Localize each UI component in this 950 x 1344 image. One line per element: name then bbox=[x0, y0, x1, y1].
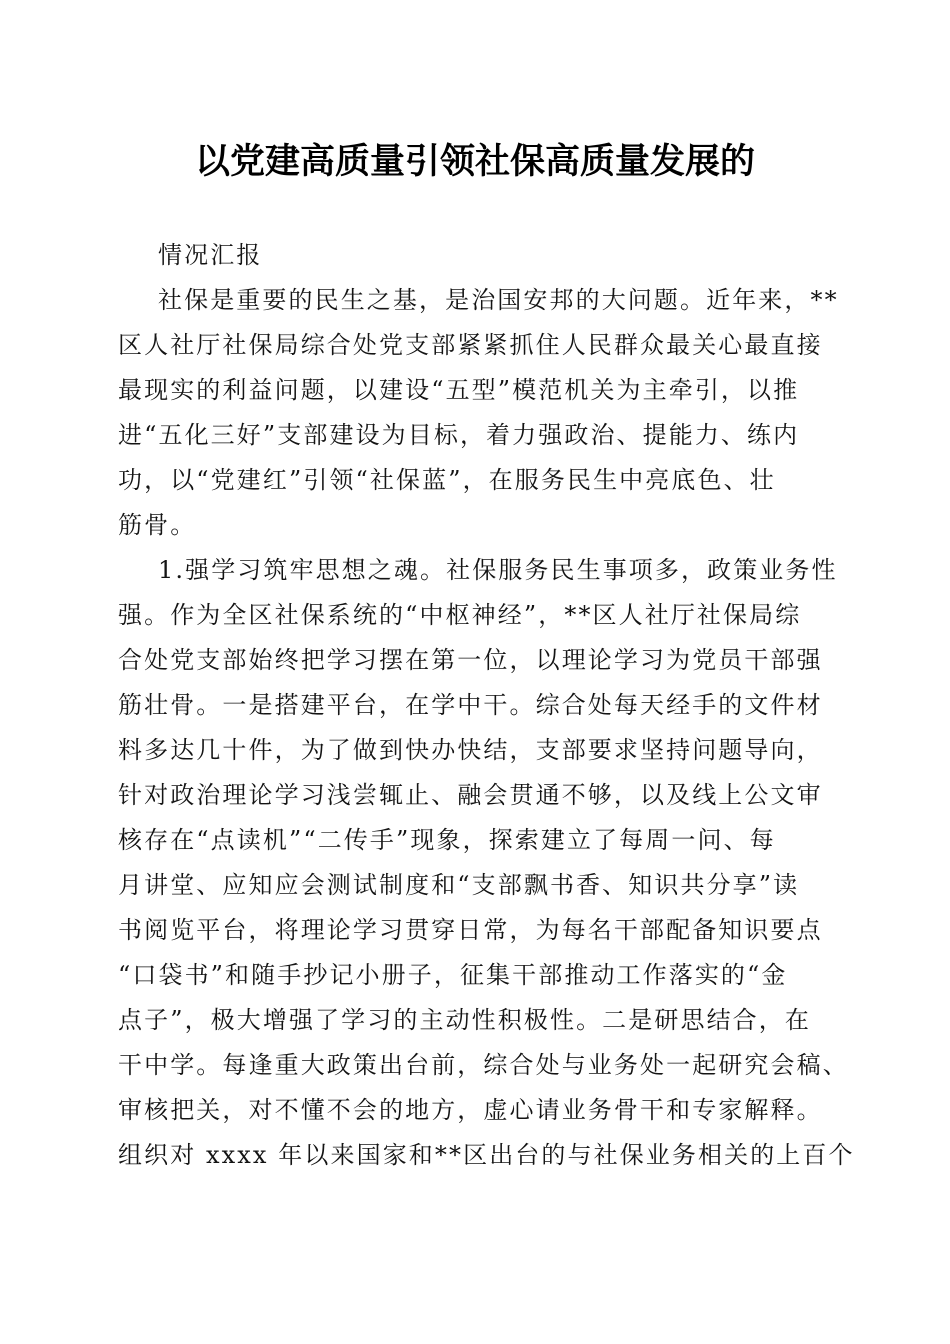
text-line: 组织对 xxxx 年以来国家和**区出台的与社保业务相关的上百个 bbox=[118, 1141, 855, 1169]
text-line: 干中学。每逢重大政策出台前，综合处与业务处一起研究会稿、 bbox=[118, 1051, 849, 1079]
text-line: “口袋书”和随手抄记小册子，征集干部推动工作落实的“金 bbox=[118, 961, 788, 989]
text-line: 点子”，极大增强了学习的主动性积极性。二是研思结合，在 bbox=[118, 1006, 811, 1034]
text-line: 合处党支部始终把学习摆在第一位，以理论学习为党员干部强 bbox=[118, 646, 823, 674]
text-line: 核存在“点读机”“二传手”现象，探索建立了每周一问、每 bbox=[118, 826, 776, 854]
text-line: 筋骨。 bbox=[118, 511, 197, 539]
text-line: 针对政治理论学习浅尝辄止、融会贯通不够，以及线上公文审 bbox=[118, 781, 823, 809]
document-body bbox=[118, 233, 855, 1178]
text-line: 区人社厅社保局综合处党支部紧紧抓住人民群众最关心最直接 bbox=[118, 331, 823, 359]
text-line: 强。作为全区社保系统的“中枢神经”，**区人社厅社保局综 bbox=[118, 601, 802, 629]
text-line: 料多达几十件，为了做到快办快结，支部要求坚持问题导向， bbox=[118, 736, 823, 764]
text-line: 进“五化三好”支部建设为目标，着力强政治、提能力、练内 bbox=[118, 421, 800, 449]
text-line: 筋壮骨。一是搭建平台，在学中干。综合处每天经手的文件材 bbox=[118, 691, 823, 719]
text-line: 社保是重要的民生之基，是治国安邦的大问题。近年来，** bbox=[158, 286, 839, 314]
text-line: 月讲堂、应知应会测试制度和“支部飘书香、知识共分享”读 bbox=[118, 871, 800, 899]
text-line: 情况汇报 bbox=[158, 241, 263, 269]
page-title: 以党建高质量引领社保高质量发展的 bbox=[194, 142, 755, 182]
text-line: 最现实的利益问题，以建设“五型”模范机关为主牵引，以推 bbox=[118, 376, 800, 404]
text-line: 功，以“党建红”引领“社保蓝”，在服务民生中亮底色、壮 bbox=[118, 466, 776, 494]
text-line: 1.强学习筑牢思想之魂。社保服务民生事项多，政策业务性 bbox=[158, 556, 838, 584]
text-line: 审核把关，对不懂不会的地方，虚心请业务骨干和专家解释。 bbox=[118, 1096, 823, 1124]
text-line: 书阅览平台，将理论学习贯穿日常，为每名干部配备知识要点 bbox=[118, 916, 823, 944]
